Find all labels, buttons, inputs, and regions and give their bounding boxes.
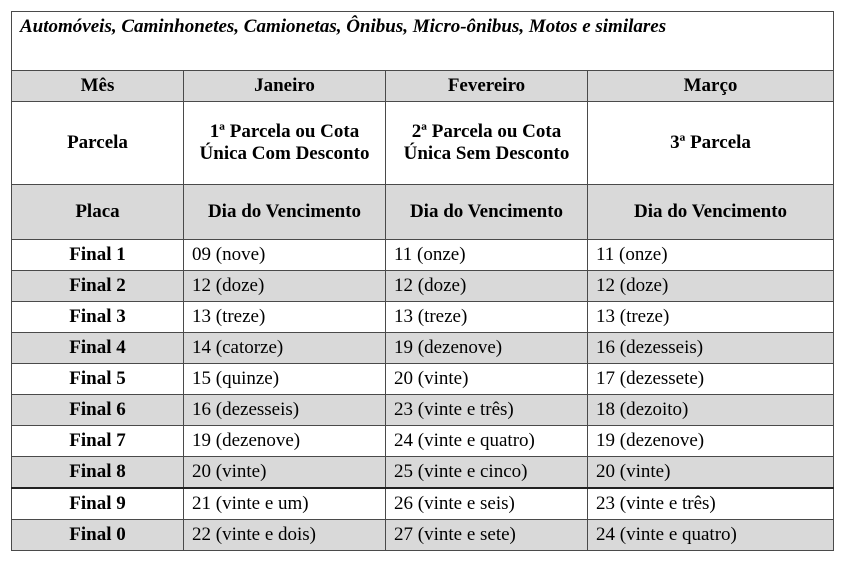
- mar-cell: 17 (dezessete): [588, 364, 834, 395]
- parcela-2: 2ª Parcela ou Cota Única Sem Desconto: [386, 102, 588, 185]
- table-row: [12, 364, 834, 395]
- jan-cell: 16 (dezesseis): [184, 395, 386, 426]
- mar-cell: 23 (vinte e três): [588, 488, 834, 520]
- mar-cell: 16 (dezesseis): [588, 333, 834, 364]
- jan-cell: 12 (doze): [184, 271, 386, 302]
- mar-cell: 24 (vinte e quatro): [588, 520, 834, 551]
- mar-cell: 18 (dezoito): [588, 395, 834, 426]
- placa-cell: Final 6: [12, 395, 184, 426]
- placa-cell: Final 0: [12, 520, 184, 551]
- fev-cell: 12 (doze): [386, 271, 588, 302]
- table-row: [12, 271, 834, 302]
- jan-cell: 21 (vinte e um): [184, 488, 386, 520]
- table-row: [12, 488, 834, 520]
- mar-cell: 12 (doze): [588, 271, 834, 302]
- table-row: [12, 333, 834, 364]
- fev-cell: 27 (vinte e sete): [386, 520, 588, 551]
- mar-cell: 13 (treze): [588, 302, 834, 333]
- mar-cell: 11 (onze): [588, 240, 834, 271]
- mes-label: Mês: [12, 71, 184, 102]
- parcela-header-row: [12, 102, 834, 185]
- fev-cell: 19 (dezenove): [386, 333, 588, 364]
- placa-cell: Final 7: [12, 426, 184, 457]
- vencimento-mar: Dia do Vencimento: [588, 185, 834, 240]
- table-title: Automóveis, Caminhonetes, Camionetas, Ônibus, Micro-ônibus, Motos e similares: [12, 12, 834, 71]
- ipva-schedule-table: [11, 11, 834, 551]
- table-row: [12, 520, 834, 551]
- table-row: [12, 457, 834, 489]
- ipva-schedule-table-container: [11, 11, 833, 562]
- jan-cell: 15 (quinze): [184, 364, 386, 395]
- placa-label: Placa: [12, 185, 184, 240]
- title-row: [12, 12, 834, 71]
- fev-cell: 23 (vinte e três): [386, 395, 588, 426]
- placa-cell: Final 4: [12, 333, 184, 364]
- table-row: [12, 395, 834, 426]
- parcela-3: 3ª Parcela: [588, 102, 834, 185]
- fev-cell: 13 (treze): [386, 302, 588, 333]
- mar-cell: 19 (dezenove): [588, 426, 834, 457]
- month-header-row: [12, 71, 834, 102]
- fev-cell: 24 (vinte e quatro): [386, 426, 588, 457]
- placa-cell: Final 5: [12, 364, 184, 395]
- jan-cell: 19 (dezenove): [184, 426, 386, 457]
- month-janeiro: Janeiro: [184, 71, 386, 102]
- table-row: [12, 426, 834, 457]
- placa-cell: Final 2: [12, 271, 184, 302]
- placa-cell: Final 1: [12, 240, 184, 271]
- table-row: [12, 302, 834, 333]
- vencimento-fev: Dia do Vencimento: [386, 185, 588, 240]
- placa-cell: Final 8: [12, 457, 184, 489]
- mar-cell: 20 (vinte): [588, 457, 834, 489]
- placa-cell: Final 9: [12, 488, 184, 520]
- jan-cell: 14 (catorze): [184, 333, 386, 364]
- jan-cell: 22 (vinte e dois): [184, 520, 386, 551]
- month-marco: Março: [588, 71, 834, 102]
- fev-cell: 26 (vinte e seis): [386, 488, 588, 520]
- table-row: [12, 240, 834, 271]
- parcela-1: 1ª Parcela ou Cota Única Com Desconto: [184, 102, 386, 185]
- vencimento-jan: Dia do Vencimento: [184, 185, 386, 240]
- vencimento-header-row: [12, 185, 834, 240]
- jan-cell: 09 (nove): [184, 240, 386, 271]
- parcela-label: Parcela: [12, 102, 184, 185]
- fev-cell: 25 (vinte e cinco): [386, 457, 588, 489]
- placa-cell: Final 3: [12, 302, 184, 333]
- month-fevereiro: Fevereiro: [386, 71, 588, 102]
- jan-cell: 20 (vinte): [184, 457, 386, 489]
- fev-cell: 20 (vinte): [386, 364, 588, 395]
- fev-cell: 11 (onze): [386, 240, 588, 271]
- jan-cell: 13 (treze): [184, 302, 386, 333]
